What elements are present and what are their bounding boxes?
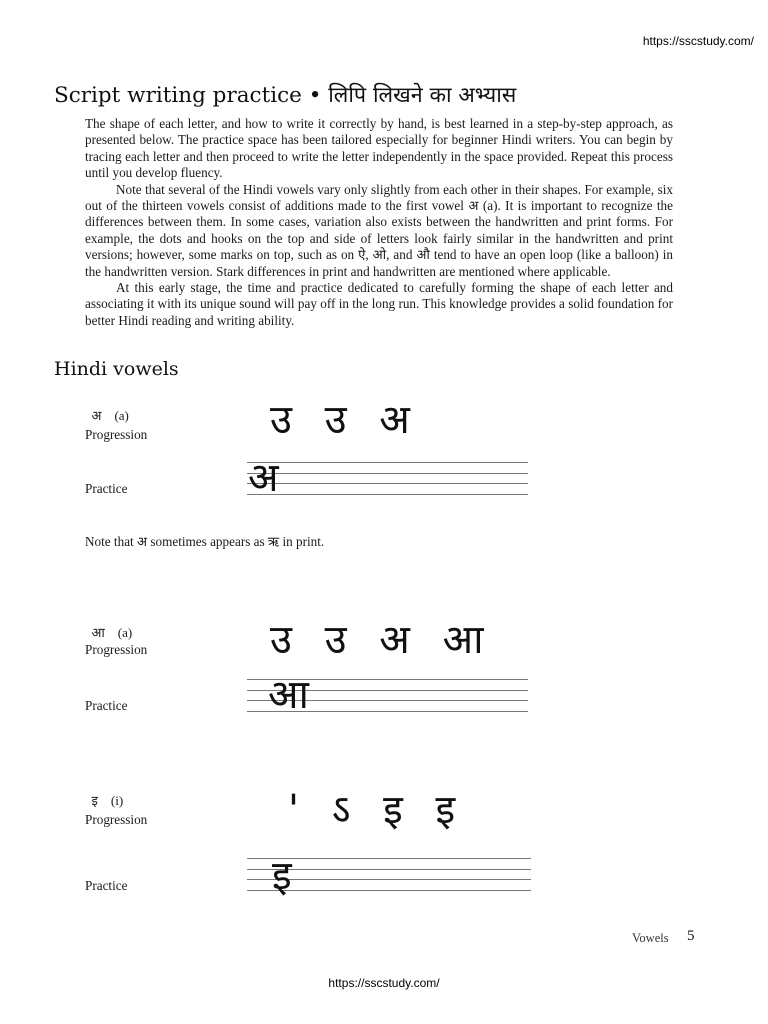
progression-strokes <box>270 617 503 663</box>
vowel-letter: आ <box>91 625 105 640</box>
vowel-roman: (a) <box>117 625 133 640</box>
trace-letter: इ <box>272 853 292 899</box>
vowel-roman: (a) <box>114 408 129 423</box>
stroke-step: उ <box>324 617 347 663</box>
stroke-step: अ <box>379 397 410 443</box>
practice-lines[interactable] <box>247 462 528 495</box>
page-number: 5 <box>687 928 695 944</box>
footer-url[interactable]: https://sscstudy.com/ <box>328 976 440 990</box>
vowel-letter-label <box>85 390 129 424</box>
trace-letter: आ <box>268 672 309 718</box>
progression-label: Progression <box>85 642 148 657</box>
vowel-letter-label <box>85 775 123 809</box>
trace-letter: अ <box>248 455 279 501</box>
stroke-step: ऽ <box>331 787 351 833</box>
stroke-step: ' <box>288 787 299 833</box>
vowel-letter: अ <box>91 408 102 423</box>
practice-label: Practice <box>85 878 128 893</box>
practice-label: Practice <box>85 481 128 496</box>
page-title: Script writing practice • लिपि लिखने का अभ्यास <box>54 83 517 108</box>
intro-paragraph: Note that several of the Hindi vowels vary only slightly from each other in their shapes. For example, six out of the thirteen vowels consist of additions made to the first vowel अ (a). It is important to recognize the differences between them. In some cases, variation also exists between the handwritten and print forms. For example, the dots and hooks on the top and side of letters look fairly similar in the handwritten and print versions; however, some marks on top, such as on ऐ, ओ, and औ tend to have an open loop (like a balloon) in the handwritten version. Stark differences in print and handwritten are mentioned where applicable. <box>85 181 673 279</box>
stroke-step: आ <box>442 617 484 663</box>
progression-label: Progression <box>85 427 148 442</box>
progression-label: Progression <box>85 812 148 827</box>
stroke-step: इ <box>435 787 456 833</box>
intro-paragraph: At this early stage, the time and practice dedicated to carefully forming the shape of each letter and associating it with its unique sound will pay off in the long run. This knowledge provides a solid foundation for better Hindi reading and writing ability. <box>85 280 673 328</box>
intro-text <box>85 116 673 329</box>
vowel-letter-label <box>85 607 132 641</box>
stroke-step: अ <box>379 617 410 663</box>
section-heading: Hindi vowels <box>54 358 179 380</box>
header-url[interactable]: https://sscstudy.com/ <box>642 34 754 48</box>
print-note: Note that अ sometimes appears as ऋ in print. <box>85 534 325 549</box>
intro-paragraph: The shape of each letter, and how to write it correctly by hand, is best learned in a step-by-step approach, as presented below. The practice space has been tailored especially for beginner Hindi writers. You can begin by tracing each letter and then proceed to write the letter independently in the space provided. Repeat this process until you develop fluency. <box>85 116 673 181</box>
stroke-step: इ <box>383 787 403 833</box>
stroke-step: उ <box>270 617 292 663</box>
footer-section-label: Vowels <box>632 931 669 945</box>
vowel-roman: (i) <box>110 793 124 808</box>
progression-strokes <box>288 787 475 833</box>
vowel-letter: इ <box>91 793 98 808</box>
practice-label: Practice <box>85 698 128 713</box>
stroke-step: उ <box>270 397 292 443</box>
stroke-step: उ <box>324 397 347 443</box>
progression-strokes <box>270 397 430 443</box>
